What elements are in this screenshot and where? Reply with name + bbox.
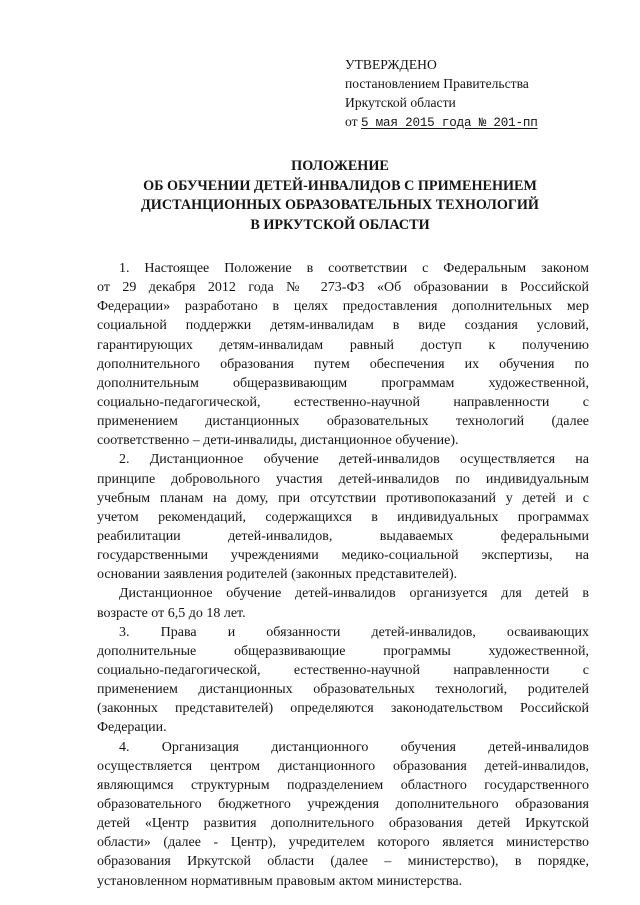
body-line: Дистанционное обучение детей-инвалидов организуется для детей в <box>119 586 589 602</box>
body-line: принципе добровольного участия детей-инвалидов по индивидуальным <box>97 471 589 487</box>
body-line: дополнительные общеразвивающие программы художественной, <box>97 643 589 659</box>
approval-region: Иркутской области <box>345 95 456 110</box>
title-line-3: ДИСТАНЦИОННЫХ ОБРАЗОВАТЕЛЬНЫХ ТЕХНОЛОГИЙ <box>141 197 539 213</box>
body-line: соответственно – дети-инвалиды, дистанционное обучение). <box>97 433 459 449</box>
body-line: дополнительным общеразвивающим программам художественной, <box>97 375 589 391</box>
body-line: детей «Центр развития дополнительного образования детей Иркутской <box>97 816 589 832</box>
body-line: области» (далее - Центр), учредителем которого является министерство <box>97 835 589 851</box>
body-line: являющимся структурным подразделением областного государственного <box>97 777 589 793</box>
body-line: основании заявления родителей (законных представителей). <box>97 567 458 583</box>
body-line: применением дистанционных образовательных технологий (далее <box>97 414 589 430</box>
body-line: социально-педагогической, естественно-научной направленности с <box>97 394 589 410</box>
title-line-4: В ИРКУТСКОЙ ОБЛАСТИ <box>250 216 430 233</box>
approval-authority: постановлением Правительства <box>345 76 529 91</box>
approval-date-prefix: от <box>345 114 361 129</box>
approval-date-line <box>345 112 605 133</box>
body-line: образовательного бюджетного учреждения дополнительного образования <box>97 796 589 812</box>
body-line: реабилитации детей-инвалидов, выдаваемых федеральными <box>97 528 589 544</box>
body-line: 3. Права и обязанности детей-инвалидов, осваивающих <box>119 624 589 640</box>
body-line: гарантирующих детям-инвалидам равный доступ к получению <box>97 337 589 353</box>
body-line: (законных представителей) определяются законодательством Российской <box>97 701 589 717</box>
body-line: 4. Организация дистанционного обучения детей-инвалидов <box>119 739 589 755</box>
approval-date-number: 5 мая 2015 года № 201-пп <box>360 116 538 130</box>
title-line-1: ПОЛОЖЕНИЕ <box>291 158 389 174</box>
body-line: Федерации» разработано в целях предоставления дополнительных мер <box>97 299 589 315</box>
body-line: государственными учреждениями медико-социальной экспертизы, на <box>97 548 589 564</box>
body-line: учетом рекомендаций, содержащихся в индивидуальных программах <box>97 509 589 525</box>
body-line: социальной поддержки детям-инвалидам в виде создания условий, <box>97 318 589 334</box>
body-line: осуществляется центром дистанционного образования детей-инвалидов, <box>97 758 589 774</box>
body-line: образования Иркутской области (далее – министерство), в порядке, <box>97 854 589 870</box>
document-body <box>97 259 589 891</box>
body-line: возрасте от 6,5 до 18 лет. <box>97 605 246 621</box>
body-line: применением дистанционных образовательных технологий, родителей <box>97 682 589 698</box>
approval-heading: УТВЕРЖДЕНО <box>345 57 437 72</box>
body-line: установленном нормативным правовым актом министерства. <box>97 873 463 889</box>
document-title <box>60 157 620 235</box>
body-line: 1. Настоящее Положение в соответствии с Федеральным законом <box>119 261 589 276</box>
body-line: от 29 декабря 2012 года № 273-ФЗ «Об образовании в Российской <box>97 280 589 296</box>
body-line: Федерации. <box>97 720 167 736</box>
body-line: социально-педагогической, естественно-научной направленности с <box>97 662 589 678</box>
approval-block <box>345 55 605 133</box>
body-line: учебным планам на дому, при отсутствии противопоказаний у детей и с <box>97 490 589 506</box>
body-line: 2. Дистанционное обучение детей-инвалидов осуществляется на <box>119 452 589 468</box>
body-line: дополнительного образования путем обеспечения их обучения по <box>97 356 589 372</box>
title-line-2: ОБ ОБУЧЕНИИ ДЕТЕЙ-ИНВАЛИДОВ С ПРИМЕНЕНИЕМ <box>143 177 537 194</box>
